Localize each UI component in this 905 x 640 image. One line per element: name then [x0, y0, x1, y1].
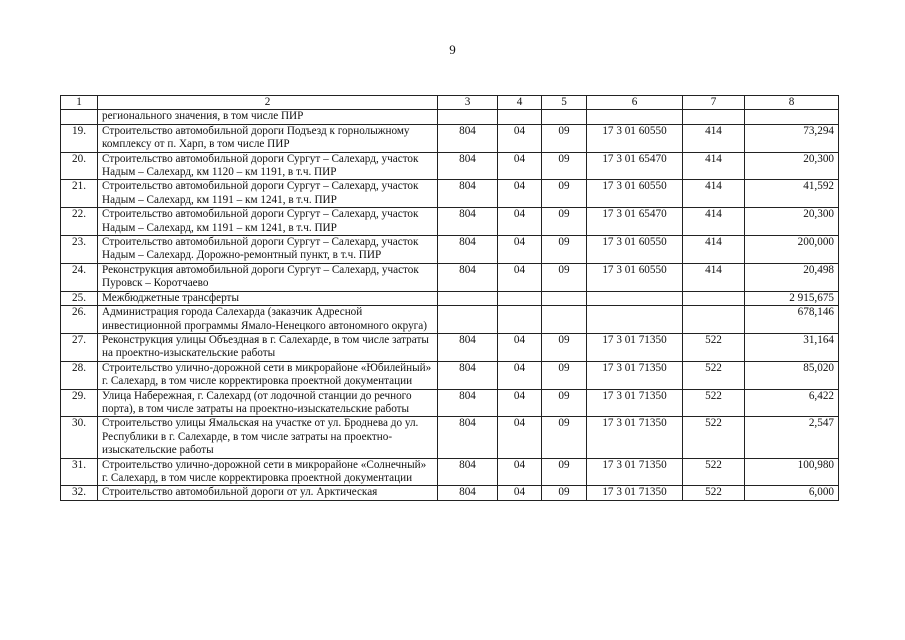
section-code-cell: 04: [498, 361, 542, 389]
row-number-cell: 23.: [61, 236, 98, 264]
subsection-code-cell: 09: [542, 389, 587, 417]
target-article-cell: [587, 110, 683, 124]
expense-type-cell: 414: [683, 208, 745, 236]
column-header: 4: [498, 96, 542, 110]
amount-cell: 41,592: [745, 180, 839, 208]
column-header: 7: [683, 96, 745, 110]
subsection-code-cell: [542, 306, 587, 334]
row-name-cell: Реконструкция автомобильной дороги Сургут – Салехард, участок Пуровск – Коротчаево: [98, 263, 438, 291]
table-row: [61, 361, 839, 389]
amount-cell: 2,547: [745, 417, 839, 458]
row-name-cell: Строительство автомобильной дороги Сургут – Салехард, участок Надым – Салехард, км 1120 – км 1191, в т.ч. ПИР: [98, 152, 438, 180]
row-name-cell: регионального значения, в том числе ПИР: [98, 110, 438, 124]
ministry-code-cell: [438, 291, 498, 305]
target-article-cell: 17 3 01 60550: [587, 236, 683, 264]
section-code-cell: 04: [498, 417, 542, 458]
subsection-code-cell: 09: [542, 208, 587, 236]
table-row: [61, 291, 839, 305]
expense-type-cell: 522: [683, 417, 745, 458]
section-code-cell: 04: [498, 263, 542, 291]
subsection-code-cell: 09: [542, 458, 587, 486]
target-article-cell: 17 3 01 71350: [587, 389, 683, 417]
table-row: [61, 180, 839, 208]
ministry-code-cell: 804: [438, 180, 498, 208]
amount-cell: 2 915,675: [745, 291, 839, 305]
expense-type-cell: 522: [683, 458, 745, 486]
subsection-code-cell: 09: [542, 486, 587, 500]
subsection-code-cell: 09: [542, 152, 587, 180]
table-row: [61, 333, 839, 361]
section-code-cell: [498, 110, 542, 124]
expense-type-cell: 522: [683, 333, 745, 361]
ministry-code-cell: 804: [438, 124, 498, 152]
table-row: [61, 389, 839, 417]
ministry-code-cell: 804: [438, 208, 498, 236]
expense-type-cell: 522: [683, 389, 745, 417]
page-number: 9: [449, 42, 456, 57]
subsection-code-cell: 09: [542, 361, 587, 389]
section-code-cell: [498, 291, 542, 305]
row-name-cell: Реконструкция улицы Объездная в г. Салехарде, в том числе затраты на проектно-изыскательские работы: [98, 333, 438, 361]
row-number-cell: 24.: [61, 263, 98, 291]
table-row: [61, 124, 839, 152]
ministry-code-cell: 804: [438, 417, 498, 458]
table-row: [61, 208, 839, 236]
amount-cell: 6,422: [745, 389, 839, 417]
ministry-code-cell: 804: [438, 333, 498, 361]
expense-type-cell: 414: [683, 180, 745, 208]
column-header: 1: [61, 96, 98, 110]
target-article-cell: [587, 306, 683, 334]
row-number-cell: 32.: [61, 486, 98, 500]
target-article-cell: 17 3 01 71350: [587, 333, 683, 361]
header-row: [61, 96, 839, 110]
ministry-code-cell: 804: [438, 486, 498, 500]
row-number-cell: 21.: [61, 180, 98, 208]
expense-type-cell: [683, 110, 745, 124]
amount-cell: 678,146: [745, 306, 839, 334]
subsection-code-cell: 09: [542, 263, 587, 291]
section-code-cell: 04: [498, 458, 542, 486]
ministry-code-cell: 804: [438, 458, 498, 486]
section-code-cell: 04: [498, 180, 542, 208]
target-article-cell: 17 3 01 71350: [587, 486, 683, 500]
row-number-cell: 25.: [61, 291, 98, 305]
row-number-cell: 27.: [61, 333, 98, 361]
section-code-cell: 04: [498, 152, 542, 180]
section-code-cell: [498, 306, 542, 334]
expense-type-cell: 414: [683, 152, 745, 180]
amount-cell: 20,300: [745, 208, 839, 236]
row-name-cell: Строительство улично-дорожной сети в микрорайоне «Юбилейный» г. Салехард, в том числе корректировка проектной документации: [98, 361, 438, 389]
expense-type-cell: 414: [683, 124, 745, 152]
row-number-cell: 20.: [61, 152, 98, 180]
section-code-cell: 04: [498, 236, 542, 264]
row-name-cell: Строительство автомобильной дороги от ул. Арктическая: [98, 486, 438, 500]
subsection-code-cell: 09: [542, 417, 587, 458]
target-article-cell: 17 3 01 60550: [587, 180, 683, 208]
expense-type-cell: 414: [683, 263, 745, 291]
column-header: 2: [98, 96, 438, 110]
table-row: [61, 417, 839, 458]
row-name-cell: Строительство автомобильной дороги Подъезд к горнолыжному комплексу от п. Харп, в том числе ПИР: [98, 124, 438, 152]
table-row: [61, 236, 839, 264]
column-header: 5: [542, 96, 587, 110]
expense-type-cell: 522: [683, 361, 745, 389]
ministry-code-cell: [438, 306, 498, 334]
ministry-code-cell: 804: [438, 263, 498, 291]
section-code-cell: 04: [498, 389, 542, 417]
amount-cell: 200,000: [745, 236, 839, 264]
amount-cell: 20,498: [745, 263, 839, 291]
column-header: 6: [587, 96, 683, 110]
subsection-code-cell: 09: [542, 180, 587, 208]
column-header: 3: [438, 96, 498, 110]
ministry-code-cell: 804: [438, 236, 498, 264]
table-row: [61, 152, 839, 180]
amount-cell: 20,300: [745, 152, 839, 180]
target-article-cell: 17 3 01 60550: [587, 124, 683, 152]
target-article-cell: [587, 291, 683, 305]
table-row: [61, 263, 839, 291]
budget-table: [60, 95, 839, 501]
target-article-cell: 17 3 01 65470: [587, 208, 683, 236]
expense-type-cell: [683, 291, 745, 305]
amount-cell: 73,294: [745, 124, 839, 152]
amount-cell: 100,980: [745, 458, 839, 486]
section-code-cell: 04: [498, 333, 542, 361]
row-name-cell: Строительство автомобильной дороги Сургут – Салехард, участок Надым – Салехард, км 1191 – км 1241, в т.ч. ПИР: [98, 180, 438, 208]
expense-type-cell: [683, 306, 745, 334]
target-article-cell: 17 3 01 71350: [587, 417, 683, 458]
subsection-code-cell: 09: [542, 124, 587, 152]
row-name-cell: Строительство улично-дорожной сети в микрорайоне «Солнечный» г. Салехард, в том числе корректировка проектной документации: [98, 458, 438, 486]
amount-cell: 85,020: [745, 361, 839, 389]
row-name-cell: Межбюджетные трансферты: [98, 291, 438, 305]
table-row: [61, 110, 839, 124]
row-name-cell: Улица Набережная, г. Салехард (от лодочной станции до речного порта), в том числе затраты на проектно-изыскательские работы: [98, 389, 438, 417]
table-row: [61, 306, 839, 334]
row-name-cell: Администрация города Салехарда (заказчик Адресной инвестиционной программы Ямало-Ненецкого автономного округа): [98, 306, 438, 334]
row-number-cell: 22.: [61, 208, 98, 236]
row-number-cell: 29.: [61, 389, 98, 417]
subsection-code-cell: [542, 291, 587, 305]
expense-type-cell: 414: [683, 236, 745, 264]
row-number-cell: 26.: [61, 306, 98, 334]
row-name-cell: Строительство автомобильной дороги Сургут – Салехард, участок Надым – Салехард, км 1191 – км 1241, в т.ч. ПИР: [98, 208, 438, 236]
row-number-cell: 31.: [61, 458, 98, 486]
subsection-code-cell: [542, 110, 587, 124]
section-code-cell: 04: [498, 124, 542, 152]
target-article-cell: 17 3 01 60550: [587, 263, 683, 291]
target-article-cell: 17 3 01 71350: [587, 361, 683, 389]
row-number-cell: 19.: [61, 124, 98, 152]
column-header: 8: [745, 96, 839, 110]
subsection-code-cell: 09: [542, 333, 587, 361]
subsection-code-cell: 09: [542, 236, 587, 264]
target-article-cell: 17 3 01 65470: [587, 152, 683, 180]
row-name-cell: Строительство улицы Ямальская на участке от ул. Броднева до ул. Республики в г. Салехарде, в том числе затраты на проектно-изыскательские работы: [98, 417, 438, 458]
amount-cell: 31,164: [745, 333, 839, 361]
section-code-cell: 04: [498, 208, 542, 236]
ministry-code-cell: 804: [438, 389, 498, 417]
ministry-code-cell: 804: [438, 152, 498, 180]
row-name-cell: Строительство автомобильной дороги Сургут – Салехард, участок Надым – Салехард. Дорожно-ремонтный пункт, в т.ч. ПИР: [98, 236, 438, 264]
row-number-cell: 30.: [61, 417, 98, 458]
amount-cell: [745, 110, 839, 124]
expense-type-cell: 522: [683, 486, 745, 500]
row-number-cell: 28.: [61, 361, 98, 389]
table-row: [61, 486, 839, 500]
target-article-cell: 17 3 01 71350: [587, 458, 683, 486]
section-code-cell: 04: [498, 486, 542, 500]
table-row: [61, 458, 839, 486]
row-number-cell: [61, 110, 98, 124]
amount-cell: 6,000: [745, 486, 839, 500]
ministry-code-cell: 804: [438, 361, 498, 389]
ministry-code-cell: [438, 110, 498, 124]
